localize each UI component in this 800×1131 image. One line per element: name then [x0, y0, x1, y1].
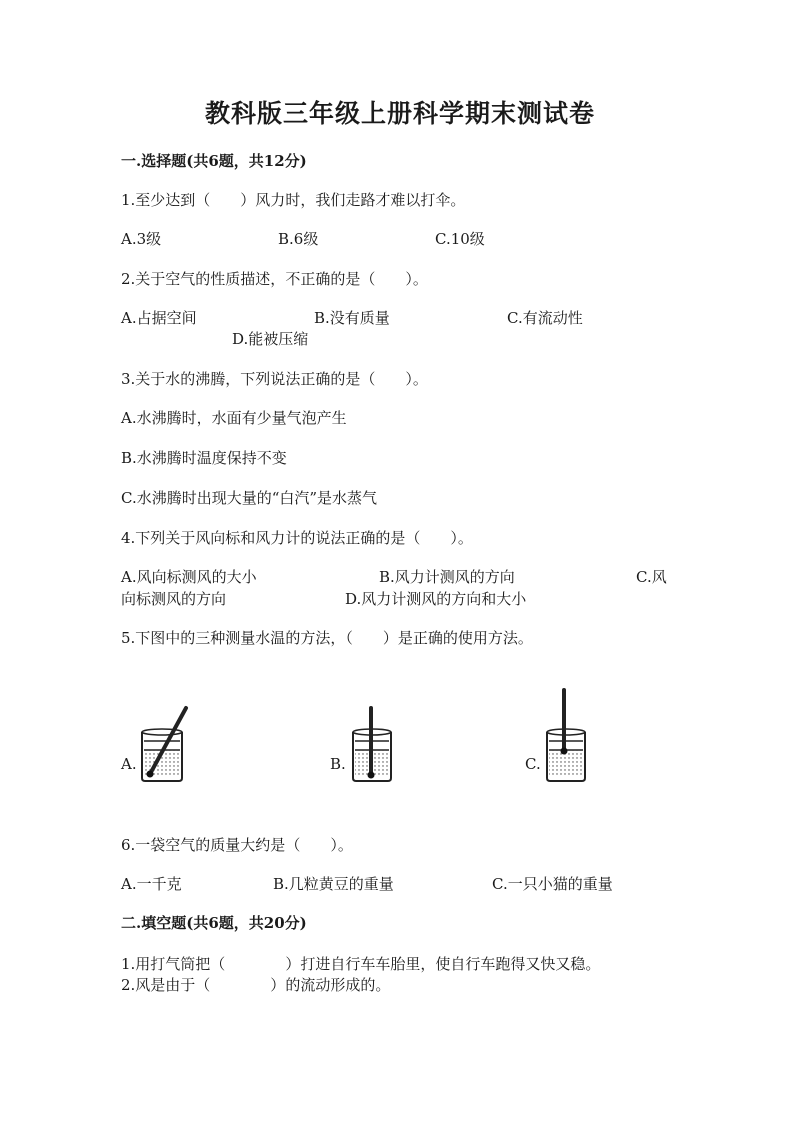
q6-option-a: A.一千克: [121, 875, 182, 893]
section2-heading: 二.填空题(共6题，共20分): [121, 914, 307, 932]
q1-option-a: A.3级: [121, 230, 162, 248]
q3-option-a: A.水沸腾时，水面有少量气泡产生: [121, 409, 347, 427]
q4-stem: 4.下列关于风向标和风力计的说法正确的是（ ）。: [121, 529, 473, 547]
page-title: 教科版三年级上册科学期末测试卷: [204, 99, 595, 128]
q3-stem: 3.关于水的沸腾，下列说法正确的是（ ）。: [121, 370, 428, 388]
q5-option-a: A.: [121, 755, 137, 773]
q2-option-d: D.能被压缩: [232, 330, 309, 348]
q5-option-c: C.: [525, 755, 541, 773]
q2-option-b: B.没有质量: [314, 309, 390, 327]
q4-option-c-part1: C.风: [636, 568, 667, 586]
beaker-a-thermometer-icon: [136, 700, 196, 785]
q6-option-b: B.几粒黄豆的重量: [273, 875, 394, 893]
section1-heading: 一.选择题(共6题，共12分): [121, 152, 307, 170]
q3-option-b: B.水沸腾时温度保持不变: [121, 449, 287, 467]
beaker-c-thermometer-icon: [543, 688, 593, 788]
beaker-b-thermometer-icon: [349, 700, 399, 785]
q1-option-b: B.6级: [278, 230, 319, 248]
q3-option-c: C.水沸腾时出现大量的“白汽”是水蒸气: [121, 489, 378, 507]
q4-option-a: A.风向标测风的大小: [121, 568, 257, 586]
q2-option-a: A.占据空间: [121, 309, 197, 327]
fill-q2: 2.风是由于（ ）的流动形成的。: [121, 976, 391, 994]
q4-option-c-part2: 向标测风的方向: [121, 590, 227, 608]
q2-stem: 2.关于空气的性质描述，不正确的是（ ）。: [121, 270, 428, 288]
q1-option-c: C.10级: [435, 230, 485, 248]
q6-stem: 6.一袋空气的质量大约是（ ）。: [121, 836, 353, 854]
q5-option-b: B.: [330, 755, 346, 773]
fill-q1: 1.用打气筒把（ ）打进自行车车胎里，使自行车跑得又快又稳。: [121, 955, 601, 973]
q5-stem: 5.下图中的三种测量水温的方法，（ ）是正确的使用方法。: [121, 629, 533, 647]
q2-option-c: C.有流动性: [507, 309, 583, 327]
q6-option-c: C.一只小猫的重量: [492, 875, 613, 893]
q1-stem: 1.至少达到（ ）风力时，我们走路才难以打伞。: [121, 191, 466, 209]
q4-option-b: B.风力计测风的方向: [379, 568, 515, 586]
q4-option-d: D.风力计测风的方向和大小: [345, 590, 527, 608]
